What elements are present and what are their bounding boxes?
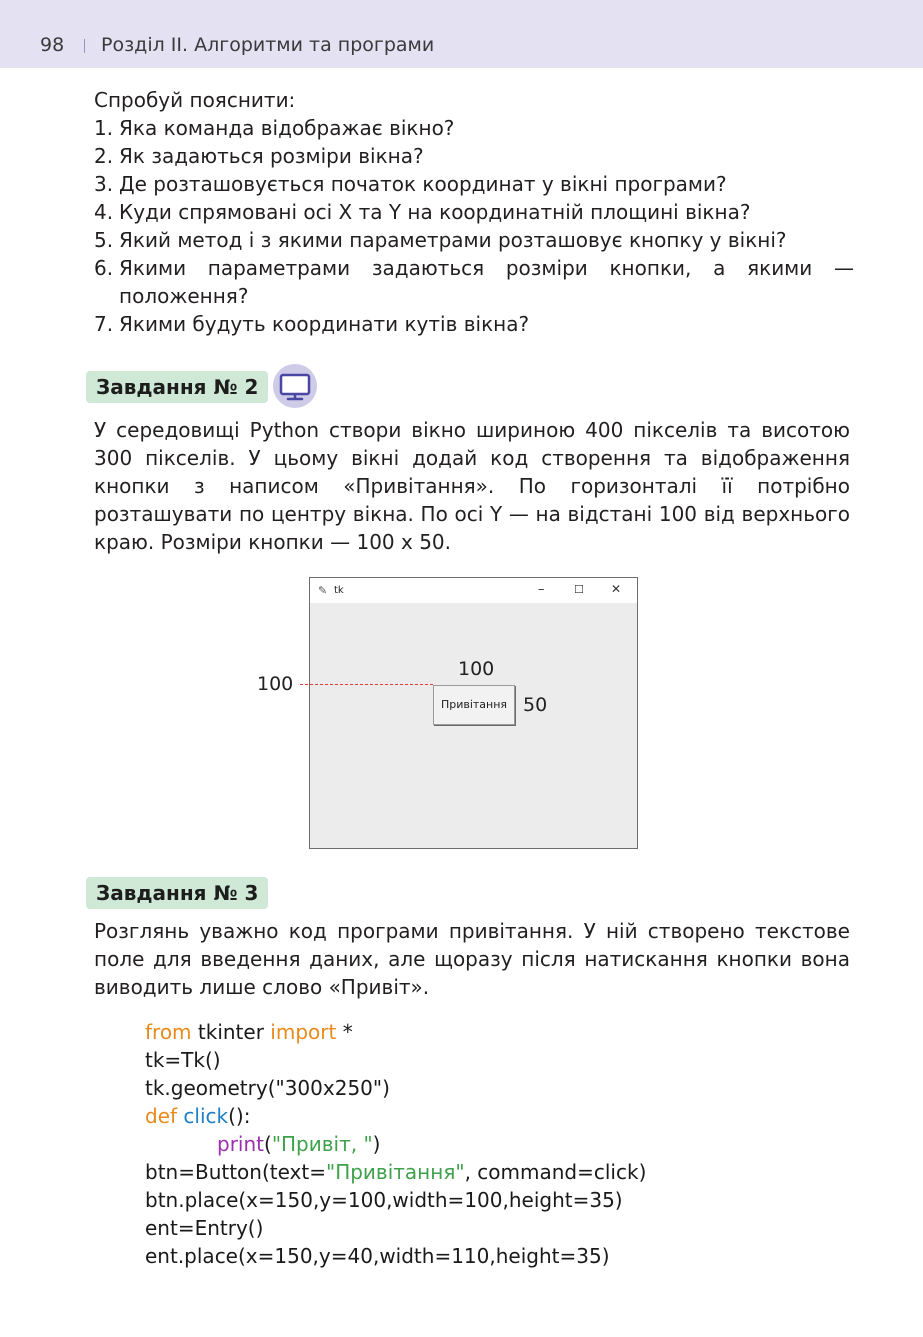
- questions-list: [94, 86, 854, 338]
- offset-guide-line: [300, 684, 433, 685]
- greeting-demo-button: Привітання: [433, 685, 515, 725]
- chapter-title: Розділ II. Алгоритми та програми: [101, 34, 435, 56]
- minimize-icon: –: [538, 582, 545, 597]
- header-divider: [84, 39, 85, 53]
- offset-label: 100: [257, 673, 294, 695]
- code-listing: [145, 1018, 646, 1270]
- task-3-text: Розглянь уважно код програми привітання. У ній створено текстове поле для введення даних, але щоразу після натискання кнопки вона виводить лише слово «Привіт».: [94, 919, 850, 999]
- question-item: 5. Який метод і з якими параметрами розташовує кнопку у вікні?: [94, 228, 787, 252]
- question-item: 3. Де розташовується початок координат у вікні програми?: [94, 172, 727, 196]
- code-line: def click():: [145, 1104, 251, 1128]
- question-item: 7. Якими будуть координати кутів вікна?: [94, 312, 530, 336]
- window-titlebar: [310, 578, 637, 603]
- code-line: btn.place(x=150,y=100,width=100,height=35): [145, 1188, 623, 1212]
- question-item: 2. Як задаються розміри вікна?: [94, 144, 424, 168]
- window-title: tk: [334, 585, 344, 596]
- maximize-icon: ☐: [574, 583, 584, 596]
- task-2-badge: Завдання № 2: [86, 371, 268, 403]
- close-icon: ✕: [611, 582, 622, 596]
- question-item: 1. Яка команда відображає вікно?: [94, 116, 455, 140]
- code-line: tk.geometry("300x250"): [145, 1076, 390, 1100]
- button-width-label: 100: [458, 658, 495, 680]
- question-item: 6. Якими параметрами задаються розміри кнопки, а якими — положення?: [94, 256, 854, 308]
- code-line: from tkinter import *: [145, 1020, 353, 1044]
- code-line: btn=Button(text="Привітання", command=click): [145, 1160, 647, 1184]
- task-3-badge: Завдання № 3: [86, 877, 268, 909]
- code-line: ent.place(x=150,y=40,width=110,height=35): [145, 1244, 610, 1268]
- monitor-icon: [273, 364, 317, 408]
- task-2-text: У середовищі Python створи вікно шириною 400 пікселів та висотою 300 пікселів. У цьому вікні додай код створення та відображення кнопки з написом «Привітання». По горизонталі її потрібно розташувати по центру вікна. По осі Y — на відстані 100 від верхнього краю. Розміри кнопки — 100 х 50.: [94, 418, 850, 554]
- page-number: 98: [40, 34, 65, 56]
- code-line: tk=Tk(): [145, 1048, 221, 1072]
- feather-icon: ✎: [318, 584, 328, 597]
- question-item: 4. Куди спрямовані осі X та Y на координатній площині вікна?: [94, 200, 751, 224]
- code-line: print("Привіт, "): [217, 1132, 381, 1156]
- button-height-label: 50: [523, 694, 548, 716]
- questions-intro: Спробуй пояснити:: [94, 88, 296, 112]
- code-line: ent=Entry(): [145, 1216, 264, 1240]
